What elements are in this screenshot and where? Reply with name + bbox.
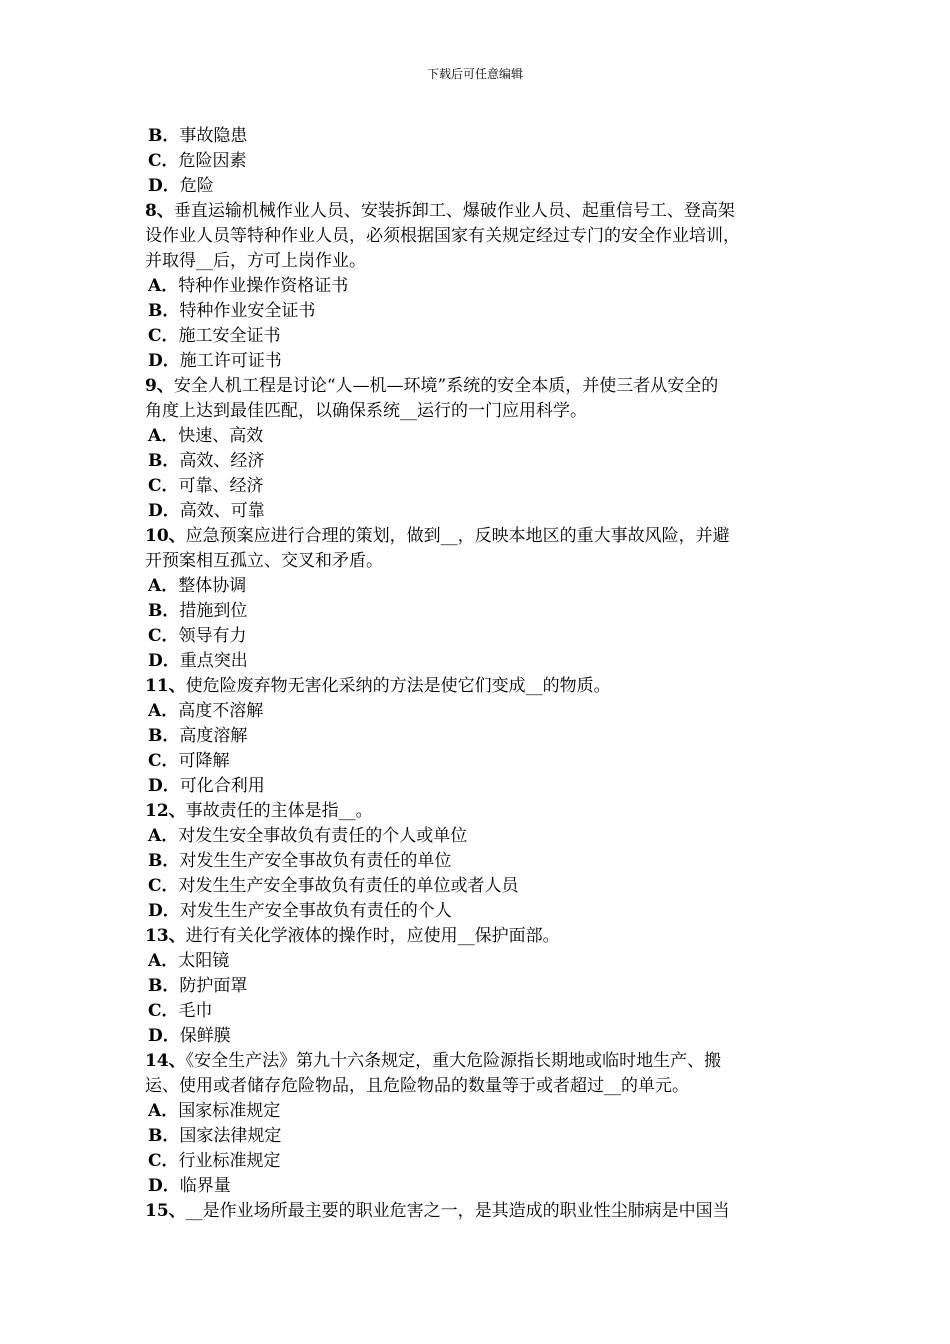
option-text: 对发生生产安全事故负有责任的单位或者人员 <box>178 876 519 896</box>
question-stem: 事故责任的主体是指__。 <box>185 801 373 821</box>
question-text-line <box>145 199 817 224</box>
question-number: 8、 <box>145 201 174 221</box>
document-body <box>145 124 817 1224</box>
option-text: 危险 <box>179 176 214 196</box>
option-text: 高度溶解 <box>179 726 248 746</box>
option-text: 施工安全证书 <box>178 326 281 346</box>
question-text-line: 角度上达到最佳匹配，以确保系统__运行的一门应用科学。 <box>145 401 587 421</box>
option-text: 对发生安全事故负有责任的个人或单位 <box>178 826 468 846</box>
answer-option <box>145 349 817 374</box>
option-letter: C． <box>148 1151 179 1171</box>
option-text: 国家法律规定 <box>179 1126 282 1146</box>
question-block <box>145 674 817 799</box>
answer-option <box>145 624 817 649</box>
question-stem: 使危险废弃物无害化采纳的方法是使它们变成__的物质。 <box>185 676 611 696</box>
question-text-line <box>145 674 817 699</box>
option-text: 高效、可靠 <box>179 501 265 521</box>
option-letter: A． <box>148 701 179 721</box>
option-text: 领导有力 <box>178 626 247 646</box>
answer-option <box>145 724 817 749</box>
question-text-line <box>145 1049 817 1074</box>
question-text-line <box>145 524 817 549</box>
question-text-line: 运、使用或者储存危险物品，且危险物品的数量等于或者超过__的单元。 <box>145 1076 689 1096</box>
option-text: 国家标准规定 <box>178 1101 281 1121</box>
option-letter: B． <box>148 726 180 746</box>
option-letter: C． <box>148 151 179 171</box>
option-letter: C． <box>148 326 179 346</box>
option-letter: D． <box>148 776 180 796</box>
option-text: 对发生生产安全事故负有责任的单位 <box>179 851 452 871</box>
question-text-line: 开预案相互孤立、交叉和矛盾。 <box>145 551 383 571</box>
option-letter: D． <box>148 651 180 671</box>
option-text: 施工许可证书 <box>179 351 282 371</box>
answer-option <box>145 774 817 799</box>
option-text: 临界量 <box>179 1176 231 1196</box>
lead-options <box>145 124 817 199</box>
question-text-line <box>145 924 817 949</box>
option-text: 防护面罩 <box>179 976 248 996</box>
question-number: 14、 <box>145 1051 186 1071</box>
answer-option <box>145 1099 817 1124</box>
question-block <box>145 799 817 924</box>
option-letter: C． <box>148 626 179 646</box>
answer-option <box>145 299 817 324</box>
answer-option <box>145 424 817 449</box>
option-letter: D． <box>148 1026 180 1046</box>
question-text-line: 并取得__后，方可上岗作业。 <box>145 251 366 271</box>
option-letter: A． <box>148 1101 179 1121</box>
answer-option <box>145 1174 817 1199</box>
answer-option <box>145 599 817 624</box>
option-letter: D． <box>148 501 180 521</box>
option-letter: B． <box>148 126 180 146</box>
answer-option <box>145 324 817 349</box>
option-text: 对发生生产安全事故负有责任的个人 <box>179 901 452 921</box>
question-number: 10、 <box>145 526 186 546</box>
answer-option <box>145 824 817 849</box>
option-letter: C． <box>148 476 179 496</box>
answer-option <box>145 1024 817 1049</box>
answer-option <box>145 274 817 299</box>
question-stem: __是作业场所最主要的职业危害之一，是其造成的职业性尘肺病是中国当 <box>185 1201 730 1221</box>
option-letter: B． <box>148 451 180 471</box>
question-stem: 垂直运输机械作业人员、安装拆卸工、爆破作业人员、起重信号工、登高架 <box>173 201 735 221</box>
option-text: 太阳镜 <box>178 951 230 971</box>
question-text-line <box>145 1199 817 1224</box>
option-letter: D． <box>148 351 180 371</box>
option-text: 特种作业安全证书 <box>179 301 316 321</box>
answer-option <box>145 999 817 1024</box>
option-letter: B． <box>148 1126 180 1146</box>
option-text: 毛巾 <box>178 1001 213 1021</box>
question-block <box>145 374 817 524</box>
question-number: 13、 <box>145 926 186 946</box>
option-letter: D． <box>148 901 180 921</box>
answer-option <box>145 699 817 724</box>
answer-option <box>145 174 817 199</box>
option-letter: B． <box>148 851 180 871</box>
question-text-line <box>145 374 817 399</box>
answer-option <box>145 124 817 149</box>
option-text: 高度不溶解 <box>178 701 264 721</box>
question-list <box>145 199 817 1224</box>
option-letter: A． <box>148 826 179 846</box>
option-text: 高效、经济 <box>179 451 265 471</box>
answer-option <box>145 649 817 674</box>
option-letter: C． <box>148 876 179 896</box>
option-text: 保鲜膜 <box>179 1026 231 1046</box>
option-text: 危险因素 <box>178 151 247 171</box>
answer-option <box>145 899 817 924</box>
option-text: 可靠、经济 <box>178 476 264 496</box>
option-letter: A． <box>148 276 179 296</box>
question-block <box>145 1049 817 1199</box>
option-letter: C． <box>148 1001 179 1021</box>
question-number: 15、 <box>145 1201 186 1221</box>
option-text: 可化合利用 <box>179 776 265 796</box>
option-letter: A． <box>148 576 179 596</box>
option-letter: D． <box>148 176 180 196</box>
answer-option <box>145 874 817 899</box>
option-letter: C． <box>148 751 179 771</box>
answer-option <box>145 974 817 999</box>
option-letter: A． <box>148 426 179 446</box>
option-text: 可降解 <box>178 751 230 771</box>
question-block <box>145 199 817 374</box>
option-letter: B． <box>148 301 180 321</box>
page-header: 下载后可任意编辑 <box>426 67 523 81</box>
answer-option <box>145 149 817 174</box>
option-text: 行业标准规定 <box>178 1151 281 1171</box>
option-text: 整体协调 <box>178 576 247 596</box>
question-number: 12、 <box>145 801 186 821</box>
answer-option <box>145 574 817 599</box>
question-stem: 《安全生产法》第九十六条规定，重大危险源指长期地或临时地生产、搬 <box>185 1051 722 1071</box>
answer-option <box>145 949 817 974</box>
question-text-line: 设作业人员等特种作业人员，必须根据国家有关规定经过专门的安全作业培训， <box>145 226 740 246</box>
answer-option <box>145 1149 817 1174</box>
question-stem: 应急预案应进行合理的策划，做到__，反映本地区的重大事故风险，并避 <box>185 526 730 546</box>
question-block <box>145 1199 817 1224</box>
answer-option <box>145 474 817 499</box>
question-number: 9、 <box>145 376 174 396</box>
answer-option <box>145 749 817 774</box>
option-letter: A． <box>148 951 179 971</box>
answer-option <box>145 449 817 474</box>
option-text: 特种作业操作资格证书 <box>178 276 349 296</box>
option-letter: B． <box>148 601 180 621</box>
answer-option <box>145 849 817 874</box>
question-stem: 安全人机工程是讨论“人—机—环境”系统的安全本质，并使三者从安全的 <box>173 376 719 396</box>
option-letter: D． <box>148 1176 180 1196</box>
option-letter: B． <box>148 976 180 996</box>
option-text: 事故隐患 <box>179 126 248 146</box>
question-text-line <box>145 799 817 824</box>
option-text: 快速、高效 <box>178 426 264 446</box>
question-block <box>145 924 817 1049</box>
question-block <box>145 524 817 674</box>
question-stem: 进行有关化学液体的操作时，应使用__保护面部。 <box>185 926 560 946</box>
option-text: 重点突出 <box>179 651 248 671</box>
question-number: 11、 <box>145 676 186 696</box>
answer-option <box>145 1124 817 1149</box>
answer-option <box>145 499 817 524</box>
option-text: 措施到位 <box>179 601 248 621</box>
